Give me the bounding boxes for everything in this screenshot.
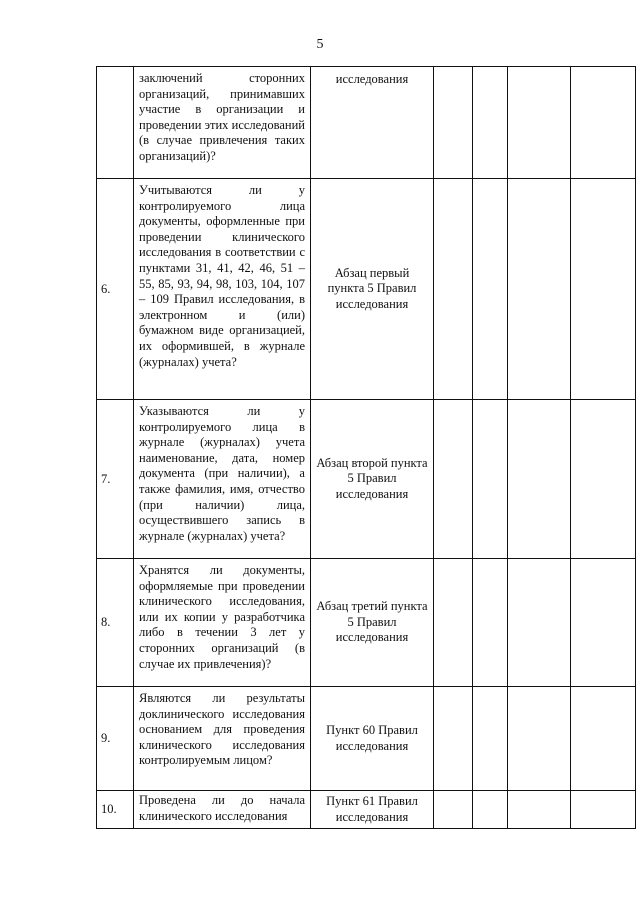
question-cell: Учитываются ли у контролируемого лица документы, оформленные при проведении клинического исследования в соответствии с пунктами 31, 41, 42, 46, 51 – 55, 85, 93, 94, 98, 103, 104, 107 – 109 Правил исследования, в электронном и (или) бумажном виде организацией, их оформившей, в журнале (журналах) учета? bbox=[134, 179, 311, 400]
table-row bbox=[97, 179, 636, 400]
empty-cell bbox=[434, 559, 473, 687]
row-number: 10. bbox=[97, 791, 134, 829]
empty-cell bbox=[571, 559, 636, 687]
table-row bbox=[97, 791, 636, 829]
empty-cell bbox=[508, 559, 571, 687]
empty-cell bbox=[508, 179, 571, 400]
question-cell: Являются ли результаты доклинического исследования основанием для проведения клинического исследования контролируемым лицом? bbox=[134, 687, 311, 791]
reference-cell: Пункт 61 Правил исследования bbox=[311, 791, 434, 829]
empty-cell bbox=[508, 791, 571, 829]
empty-cell bbox=[571, 179, 636, 400]
empty-cell bbox=[473, 179, 508, 400]
row-number: 6. bbox=[97, 179, 134, 400]
empty-cell bbox=[473, 687, 508, 791]
empty-cell bbox=[434, 400, 473, 559]
question-cell: заключений сторонних организаций, принимавших участие в организации и проведении этих исследований (в случае привлечения таких организаций)? bbox=[134, 67, 311, 179]
reference-cell: Абзац второй пункта 5 Правил исследования bbox=[311, 400, 434, 559]
question-cell: Указываются ли у контролируемого лица в журнале (журналах) учета наименование, дата, номер документа (при наличии), а также фамилия, имя, отчество (при наличии) лица, осуществившего запись в журнале (журналах) учета? bbox=[134, 400, 311, 559]
empty-cell bbox=[508, 67, 571, 179]
empty-cell bbox=[473, 791, 508, 829]
empty-cell bbox=[571, 67, 636, 179]
reference-cell: Абзац третий пункта 5 Правил исследования bbox=[311, 559, 434, 687]
question-cell: Хранятся ли документы, оформляемые при проведении клинического исследования, или их копии у разработчика либо в течении 3 лет у сторонних организаций (в случае их привлечения)? bbox=[134, 559, 311, 687]
table-row bbox=[97, 67, 636, 179]
question-cell: Проведена ли до начала клинического исследования bbox=[134, 791, 311, 829]
empty-cell bbox=[434, 791, 473, 829]
empty-cell bbox=[571, 400, 636, 559]
reference-cell: Пункт 60 Правил исследования bbox=[311, 687, 434, 791]
empty-cell bbox=[473, 400, 508, 559]
empty-cell bbox=[571, 791, 636, 829]
checklist-table bbox=[96, 66, 636, 829]
table-row bbox=[97, 400, 636, 559]
empty-cell bbox=[571, 687, 636, 791]
empty-cell bbox=[434, 67, 473, 179]
row-number: 8. bbox=[97, 559, 134, 687]
empty-cell bbox=[434, 179, 473, 400]
empty-cell bbox=[508, 687, 571, 791]
empty-cell bbox=[434, 687, 473, 791]
row-number bbox=[97, 67, 134, 179]
table-row bbox=[97, 559, 636, 687]
empty-cell bbox=[508, 400, 571, 559]
empty-cell bbox=[473, 559, 508, 687]
page-number: 5 bbox=[316, 37, 324, 52]
empty-cell bbox=[473, 67, 508, 179]
reference-cell: Абзац первый пункта 5 Правил исследования bbox=[311, 179, 434, 400]
row-number: 7. bbox=[97, 400, 134, 559]
reference-cell: исследования bbox=[311, 67, 434, 179]
table-row bbox=[97, 687, 636, 791]
row-number: 9. bbox=[97, 687, 134, 791]
